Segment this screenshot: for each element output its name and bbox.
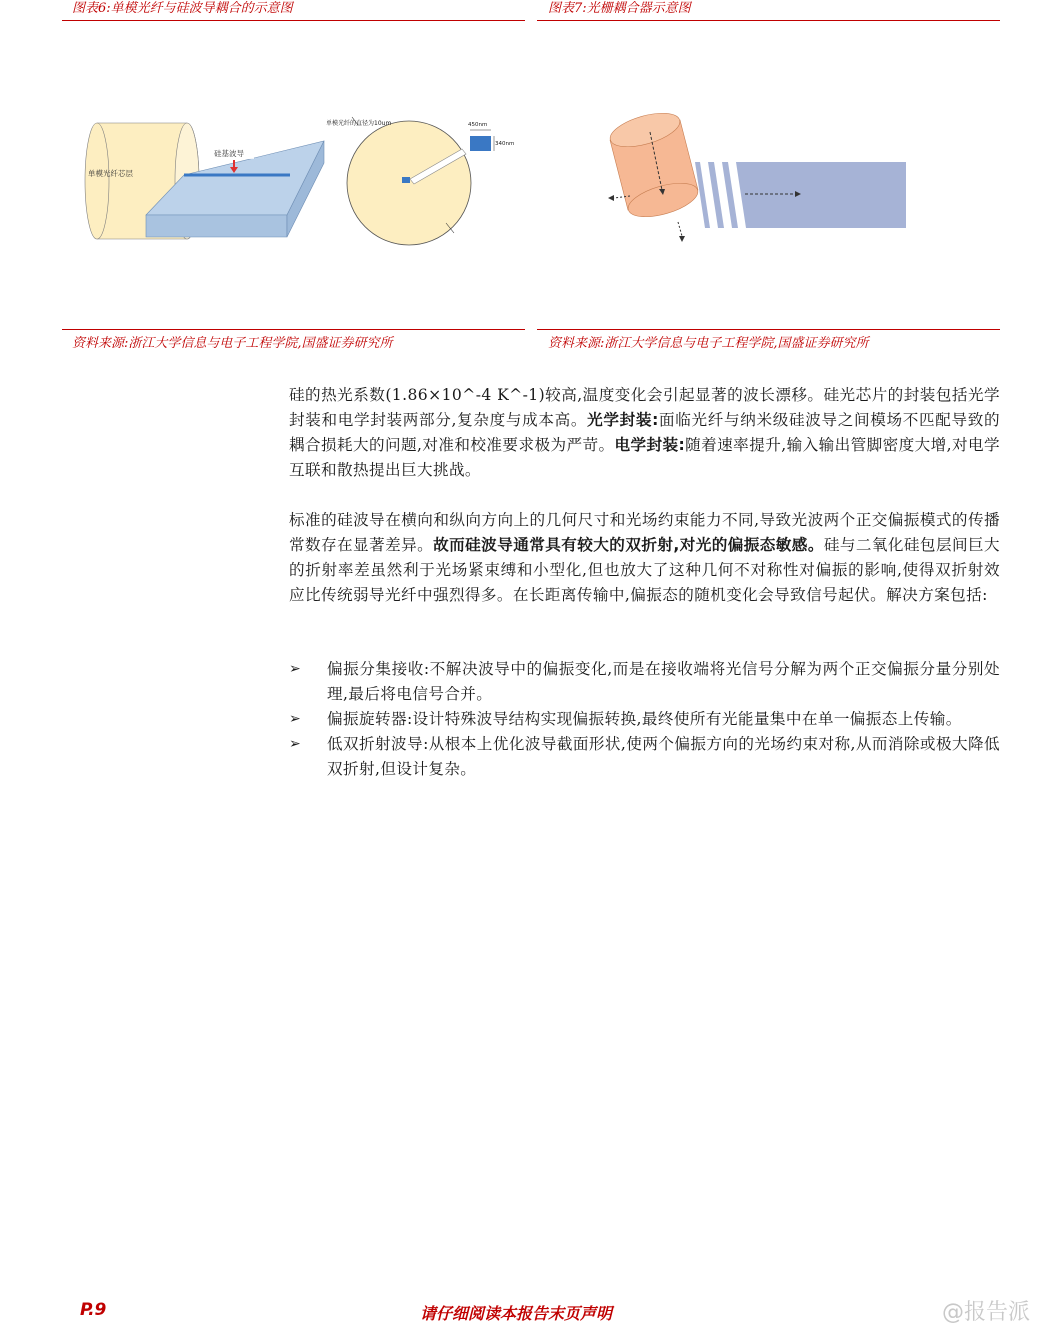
fiber-cylinder [607,110,702,242]
figure7-title: 图表7:光栅耦合器示意图 [548,1,691,16]
list-item: ➢ 偏振分集接收:不解决波导中的偏振变化,而是在接收端将光信号分解为两个正交偏振分量分别处理,最后将电信号合并。 [289,657,1000,707]
disclaimer-note: 请仔细阅读本报告末页声明 [420,1304,613,1323]
figure7-diagram [600,110,920,250]
width-label: 450nm [468,122,488,128]
list-item: ➢ 偏振旋转器:设计特殊波导结构实现偏振转换,最终使所有光能量集中在单一偏振态上传输。 [289,707,1000,732]
figure6-diagram [62,105,532,255]
figure6-source: 资料来源:浙江大学信息与电子工程学院,国盛证券研究所 [72,336,393,351]
paragraph-birefringence: 标准的硅波导在横向和纵向方向上的几何尺寸和光场约束能力不同,导致光波两个正交偏振模式的传播常数存在显著差异。故而硅波导通常具有较大的双折射,对光的偏振态敏感。硅与二氧化硅包层间巨大的折射率差虽然利于光场紧束缚和小型化,但也放大了这种几何不对称性对偏振的影响,使得双折射效应比传统弱导光纤中强烈得多。在长距离传输中,偏振态的随机变化会导致信号起伏。解决方案包括: [289,511,1000,604]
arrow-bullet-icon: ➢ [289,661,301,677]
figure7-source: 资料来源:浙江大学信息与电子工程学院,国盛证券研究所 [548,336,869,351]
figure6-top-rule [62,20,525,21]
fiber-core-label: 单模光纤芯层 [88,169,133,178]
height-label: 340nm [495,141,515,147]
figure6-title: 图表6:单模光纤与硅波导耦合的示意图 [72,1,293,16]
arrow-bullet-icon: ➢ [289,736,301,752]
page-number: P.9 [80,1300,107,1320]
waveguide-cross-section [470,136,491,151]
paragraph-packaging: 硅的热光系数(1.86×10^-4 K^-1)较高,温度变化会引起显著的波长漂移。硅光芯片的封装包括光学封装和电学封装两部分,复杂度与成本高。光学封装:面临光纤与纳米级硅波导之间模场不匹配导致的耦合损耗大的问题,对准和校准要求极为严苛。电学封装:随着速率提升,输入输出管脚密度大增,对电学互联和散热提出巨大挑战。 [289,386,1000,479]
list-item: ➢ 低双折射波导:从根本上优化波导截面形状,使两个偏振方向的光场约束对称,从而消除或极大降低双折射,但设计复杂。 [289,732,1000,782]
si-waveguide-label: 硅基波导 [214,149,244,158]
grating-region [695,162,906,228]
solution-list [289,657,1000,782]
fiber-cross-section [347,117,471,245]
figure7-bottom-rule [537,329,1000,330]
arrow-bullet-icon: ➢ [289,711,301,727]
figure6-bottom-rule [62,329,525,330]
fiber-diameter-label: 单模光纤的直径为10um [326,120,392,127]
watermark: @报告派 [942,1300,1031,1325]
figure7-top-rule [537,20,1000,21]
